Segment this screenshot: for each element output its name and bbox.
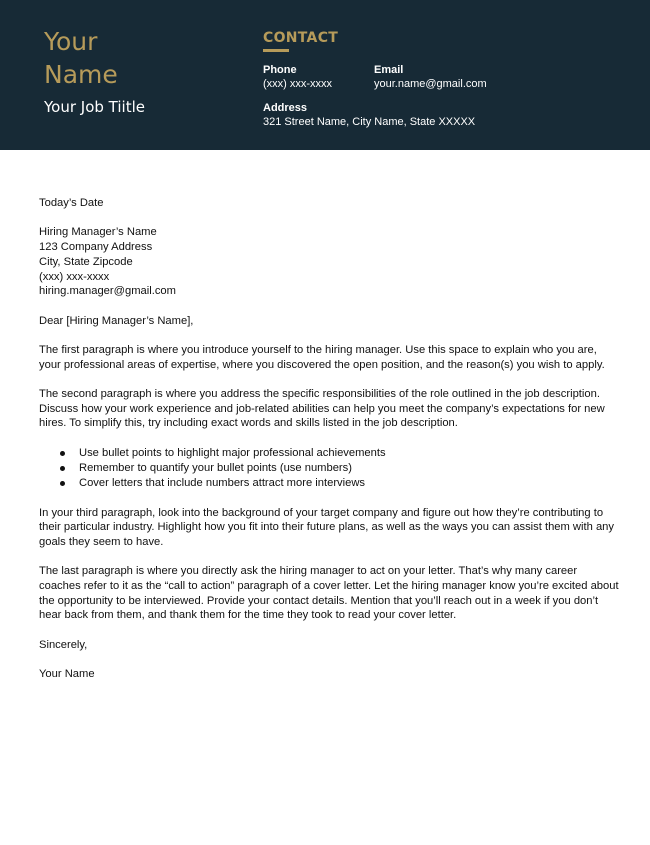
paragraph-2: The second paragraph is where you address the specific responsibilities of the role outlined in the job description. Discuss how your work experience and job-related abilities can help you meet the company’s expectations for new hires. To simplify this, try including exact words and skills listed in the job description. — [39, 388, 605, 430]
recipient-city: City, State Zipcode — [39, 255, 133, 268]
recipient-phone: (xxx) xxx-xxxx — [39, 270, 110, 283]
signature: Your Name — [39, 668, 95, 681]
closing: Sincerely, — [39, 638, 88, 651]
bullet-item: Cover letters that include numbers attract more interviews — [79, 476, 619, 491]
header-banner — [0, 0, 650, 150]
paragraph-1: The first paragraph is where you introduce yourself to the hiring manager. Use this space to explain who you are, your professional areas of expertise, where you discovered the open position, and the reason(s) you wish to apply. — [39, 343, 605, 371]
recipient-address: 123 Company Address — [39, 241, 153, 254]
paragraph-4: The last paragraph is where you directly ask the hiring manager to act on your letter. That’s why many career coaches refer to it as the “call to action” paragraph of a cover letter. Let the hiring manager know you’re excited about the opportunity to be interviewed. Provide your contact details. Mention that you’ll reach out in a week if you don’t hear back from them, and thank them for the time they took to read your cover letter. — [39, 565, 619, 622]
paragraph-3: In your third paragraph, look into the background of your target company and figure out how they’re contributing to their particular industry. Highlight how you fit into their future plans, as well as the ways you can assist them with any goals they seem to have. — [39, 506, 614, 548]
name-second-line: Name — [44, 60, 118, 89]
contact-heading-underline — [263, 49, 289, 52]
bullet-item: Remember to quantify your bullet points (use numbers) — [79, 461, 619, 476]
job-title: Your Job Tiitle — [44, 98, 145, 116]
bullet-item: Use bullet points to highlight major professional achievements — [79, 446, 619, 461]
address-label: Address — [263, 102, 308, 114]
email-label: Email — [374, 64, 404, 76]
address-value: 321 Street Name, City Name, State XXXXX — [263, 116, 476, 128]
email-value: your.name@gmail.com — [374, 78, 487, 90]
recipient-name: Hiring Manager’s Name — [39, 226, 157, 239]
letter-date: Today’s Date — [39, 197, 104, 209]
recipient-email: hiring.manager@gmail.com — [39, 285, 176, 298]
achievement-bullets — [39, 446, 619, 491]
letter-body — [39, 196, 619, 697]
phone-label: Phone — [263, 64, 297, 76]
phone-value: (xxx) xxx-xxxx — [263, 78, 333, 90]
recipient-block — [39, 225, 619, 299]
name-first-line: Your — [44, 27, 98, 56]
contact-heading: CONTACT — [263, 30, 339, 46]
salutation: Dear [Hiring Manager’s Name], — [39, 314, 194, 327]
